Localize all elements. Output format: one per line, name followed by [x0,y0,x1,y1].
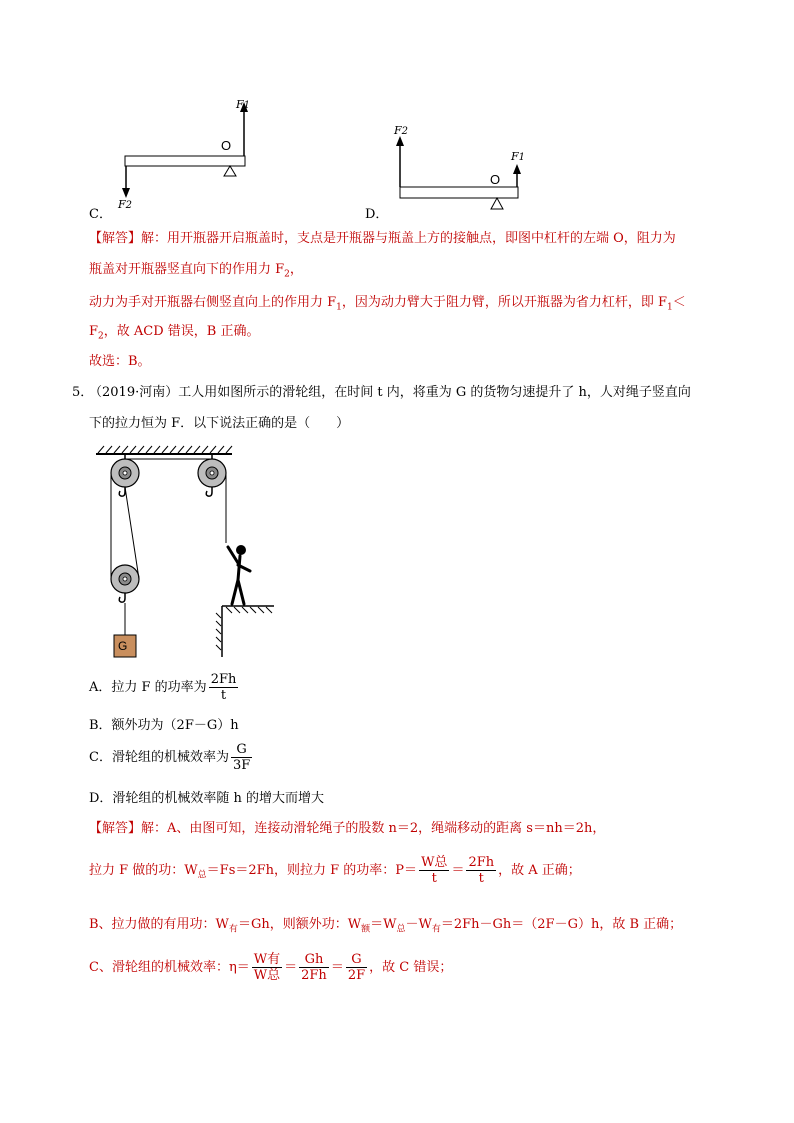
figure-d-f1-label: F1 [511,150,526,163]
figure-d-pivot-label: O [490,172,501,187]
fraction: $\frac{2Fh}{t}$ [468,855,495,886]
q5-answer-line-3: B、拉力做的有用功：$W_有=Gh$，则额外功：$W_额=W_总-W_有=2Fh-Gh=(2F-G)h$，故 B 正确； [89,917,683,935]
q4-answer-line-5: 故选：B。 [89,354,151,369]
ceiling-hatch [98,446,232,453]
option-d: D．滑轮组的机械效率随 h 的增大而增大 [89,791,325,806]
fraction: $\frac{G}{3F}$ [232,742,251,773]
option-c: C．滑轮组的机械效率为 $\frac{G}{3F}$ [89,742,251,773]
question-5-stem-1: （2019·河南）工人用如图所示的滑轮组，在时间 t 内，将重为 G 的货物匀速提升了 h，人对绳子竖直向 [89,385,691,400]
figure-d-option-label: D． [365,207,389,222]
question-5-stem-2: 下的拉力恒为 F．以下说法正确的是（ ） [89,416,350,431]
option-a: A．拉力 F 的功率为 $\frac{2Fh}{t}$ [89,672,237,703]
figure-c-f2-label: F2 [118,198,133,211]
fulcrum-triangle [224,166,236,176]
q4-answer-line-2: 瓶盖对开瓶器竖直向下的作用力 $F_2$， [89,262,303,280]
option-b: B．额外功为（2F－G）h [89,718,239,733]
arrow-f2-head [396,136,404,146]
q5-answer-line-4: C、滑轮组的机械效率：η＝ $\frac{\text{W有}}{\text{W总}}$ ＝ $\frac{Gh}{2Fh}$ ＝ $\frac{G}{2F}$ ，故 C 错误； [89,952,453,983]
figure-d-f2-label: F2 [394,124,409,137]
q4-answer-line-1: 【解答】解：用开瓶器开启瓶盖时，支点是开瓶器与瓶盖上方的接触点，即图中杠杆的左端 O，阻力为 [89,231,676,246]
q5-answer-line-2: 拉力 F 做的功：$W_总=Fs=2Fh$，则拉力 F 的功率：P＝ $\frac{\text{W总}}{t}$ ＝ $\frac{2Fh}{t}$ ，故 A 正确； [89,855,581,886]
fraction: $\frac{G}{2F}$ [347,952,366,983]
q4-answer-line-4: $F_2$，故 ACD 错误，B 正确。 [89,324,260,342]
fraction: $\frac{2Fh}{t}$ [210,672,237,703]
fraction: $\frac{\text{W总}}{t}$ [421,855,448,886]
question-5-number: 5． [72,385,94,400]
lever-bar [125,156,245,166]
hook-icon [206,487,212,496]
hook-icon [119,593,125,602]
lever-bar [400,187,518,198]
figure-d-lever [390,126,530,216]
q5-answer-line-1: 【解答】解：A、由图可知，连接动滑轮绳子的股数 n＝2，绳端移动的距离 s＝nh＝2h， [89,821,606,836]
hook-icon [119,487,125,496]
fulcrum-triangle [491,198,503,209]
answer-tag: 【解答】 [89,821,142,836]
figure-c-option-label: C． [89,207,112,222]
fraction: $\frac{\text{W有}}{\text{W总}}$ [253,952,281,983]
answer-tag: 【解答】 [89,231,142,246]
figure-c-pivot-label: O [221,138,232,153]
figure-c-lever [88,96,268,221]
ledge-hatch [216,607,272,650]
arrow-f2-head [122,188,130,198]
figure-c-f1-label: F1 [236,98,251,111]
pulley-system-figure [92,443,282,663]
arrow-f1-head [513,164,521,174]
weight-label: G [118,639,128,653]
worker-figure [228,545,250,604]
fraction: $\frac{Gh}{2Fh}$ [301,952,327,983]
q4-answer-line-3: 动力为手对开瓶器右侧竖直向上的作用力 $F_1$，因为动力臂大于阻力臂，所以开瓶器为省力杠杆，即 $F_1<$ [89,295,686,313]
